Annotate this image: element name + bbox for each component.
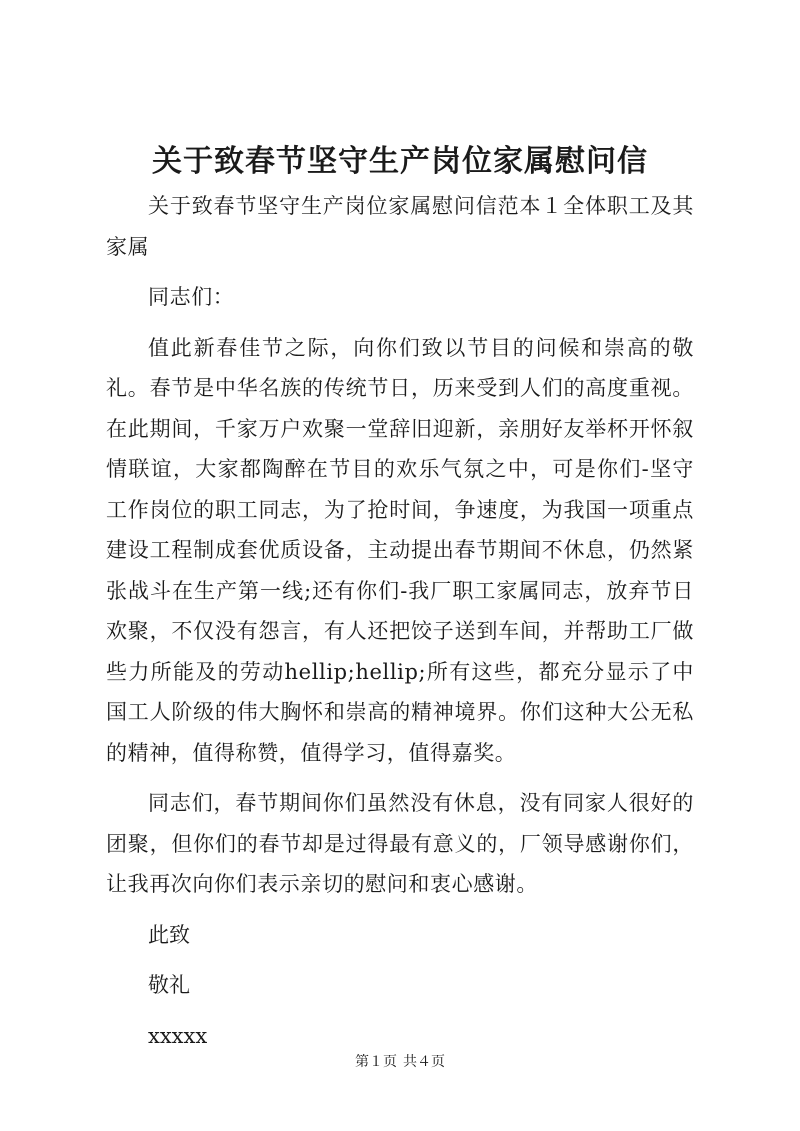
body-paragraph-2: 同志们，春节期间你们虽然没有休息，没有同家人很好的团聚，但你们的春节却是过得最有意义的，厂领导感谢你们，让我再次向你们表示亲切的慰问和衷心感谢。 bbox=[106, 791, 694, 896]
page-number: 第１页 bbox=[355, 1054, 397, 1070]
intro-paragraph: 关于致春节坚守生产岗位家属慰问信范本１全体职工及其家属 bbox=[106, 194, 694, 259]
document-title: 关于致春节坚守生产岗位家属慰问信 bbox=[152, 144, 648, 179]
signature: xxxxx bbox=[148, 1023, 208, 1048]
closing-line-2: 敬礼 bbox=[148, 973, 190, 997]
closing-line-1: 此致 bbox=[148, 922, 190, 947]
page-total: 共４页 bbox=[403, 1054, 445, 1070]
document-body bbox=[106, 186, 694, 1056]
body-paragraph-1: 值此新春佳节之际，向你们致以节目的问候和崇高的敬礼。春节是中华名族的传统节日，历来受到人们的高度重视。在此期间，千家万户欢聚一堂辞旧迎新，亲朋好友举杯开怀叙情联谊，大家都陶醉在节目的欢乐气氛之中，可是你们-坚守工作岗位的职工同志，为了抢时间，争速度，为我国一项重点建设工程制成套优质设备，主动提出春节期间不休息，仍然紧张战斗在生产第一线;还有你们-我厂职工家属同志，放弃节日欢聚，不仅没有怨言，有人还把饺子送到车间，并帮助工厂做些力所能及的劳动hellip;hellip;所有这些，都充分显示了中国工人阶级的伟大胸怀和崇高的精神境界。你们这种大公无私的精神，值得称赞，值得学习，值得嘉奖。 bbox=[106, 335, 694, 765]
salutation: 同志们： bbox=[148, 285, 235, 309]
page-footer bbox=[0, 1052, 800, 1072]
